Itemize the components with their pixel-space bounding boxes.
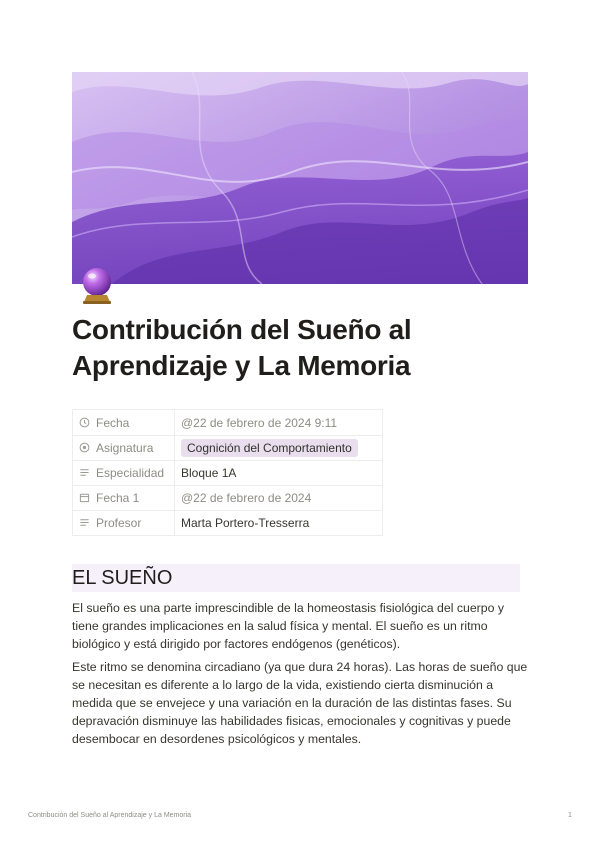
property-key-label: Fecha 1 xyxy=(96,491,140,505)
calendar-icon xyxy=(79,492,90,503)
crystal-ball-icon xyxy=(78,266,116,306)
properties-table xyxy=(72,409,383,536)
property-row-fecha-1 xyxy=(73,486,383,511)
property-key-label: Profesor xyxy=(96,516,142,530)
property-key-label: Asignatura xyxy=(96,441,154,455)
paragraph: Este ritmo se denomina circadiano (ya que dura 24 horas). Las horas de sueño que se necesitan es diferente a lo largo de la vida, existiendo cierta disminución a medida que se envejece y una variación en la duración de las distintas fases. Su depravación disminuye las habilidades fisicas, emocionales y cognitivas y puede desembocar en desordenes psicológicos y mentales. xyxy=(72,660,528,746)
property-key xyxy=(73,486,175,511)
property-key xyxy=(73,461,175,486)
footer-title: Contribución del Sueño al Aprendizaje y La Memoria xyxy=(28,812,192,819)
property-row-profesor xyxy=(73,511,383,536)
cover-image xyxy=(72,72,528,284)
property-row-asignatura xyxy=(73,436,383,461)
property-row-fecha xyxy=(73,410,383,436)
property-key-label: Fecha xyxy=(96,415,130,430)
subject-tag[interactable]: Cognición del Comportamiento xyxy=(181,439,358,457)
property-row-especialidad xyxy=(73,461,383,486)
text-lines-icon xyxy=(79,517,90,528)
property-value[interactable]: @22 de febrero de 2024 9:11 xyxy=(175,410,383,436)
property-value[interactable]: Bloque 1A xyxy=(175,461,383,486)
property-value[interactable]: @22 de febrero de 2024 xyxy=(175,486,383,511)
property-value[interactable]: Marta Portero-Tresserra xyxy=(175,511,383,536)
property-key xyxy=(73,410,175,436)
property-key-label: Especialidad xyxy=(96,466,165,480)
property-key xyxy=(73,436,175,461)
property-value[interactable] xyxy=(175,436,383,461)
page-title: Contribución del Sueño al Aprendizaje y La Memoria xyxy=(72,314,412,381)
paragraph: El sueño es una parte imprescindible de la homeostasis fisiológica del cuerpo y tiene grandes implicaciones en la salud física y mental. El sueño es un ritmo biológico y está dirigido por factores endógenos (genéticos). xyxy=(72,601,505,651)
clock-icon xyxy=(79,417,90,428)
page-number: 1 xyxy=(568,812,572,819)
text-lines-icon xyxy=(79,467,90,478)
section-heading: EL SUEÑO xyxy=(72,564,520,592)
property-key xyxy=(73,511,175,536)
silk-fabric-illustration xyxy=(72,72,528,284)
select-icon xyxy=(79,442,90,453)
